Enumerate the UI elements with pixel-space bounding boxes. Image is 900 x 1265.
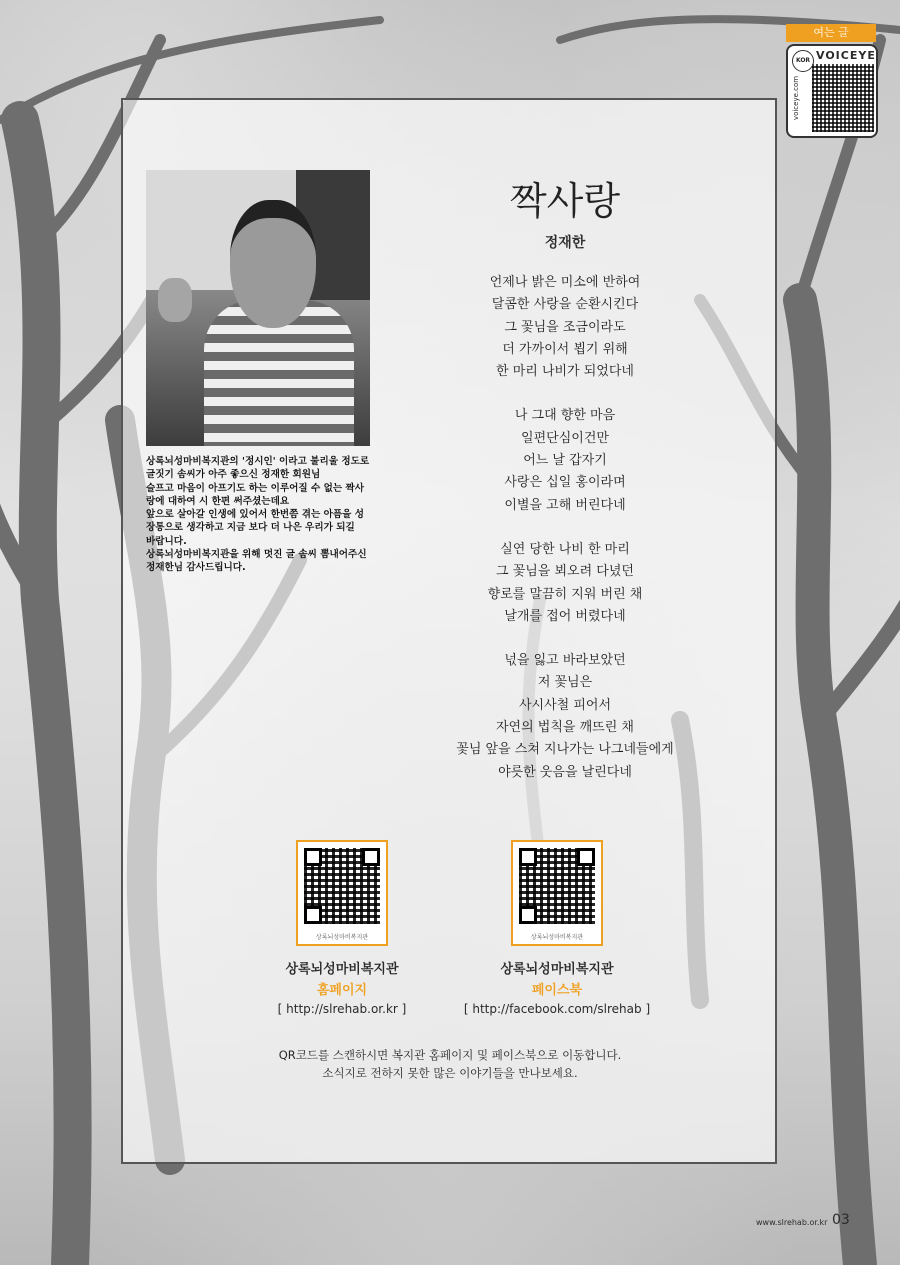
voiceye-badge[interactable] bbox=[786, 44, 878, 138]
poem-line: 향로를 말끔히 지워 버린 채 bbox=[487, 586, 643, 602]
homepage-qr-frame[interactable] bbox=[296, 840, 388, 946]
section-tab: 여는 글 bbox=[786, 24, 876, 42]
qr-finder-icon bbox=[519, 848, 537, 866]
facebook-qr-frame[interactable] bbox=[511, 840, 603, 946]
poem-line: 달콤한 사랑을 순환시킨다 bbox=[491, 297, 639, 313]
poem-line: 언제나 밝은 미소에 반하여 bbox=[489, 275, 641, 290]
voiceye-url: voiceye.com bbox=[792, 75, 801, 121]
qr-finder-icon bbox=[304, 906, 322, 924]
homepage-org-name: 상록뇌성마비복지관 bbox=[285, 962, 399, 977]
voiceye-code-icon bbox=[812, 64, 874, 132]
poem-line: 자연의 법칙을 깨뜨린 채 bbox=[496, 720, 634, 736]
photo-caption bbox=[146, 455, 374, 575]
poem-stanza bbox=[400, 650, 730, 784]
voiceye-title: VOICEYE bbox=[816, 49, 876, 62]
qr-frame-caption: 상록뇌성마비복지관 bbox=[530, 934, 584, 941]
poem-author: 정재한 bbox=[544, 235, 586, 251]
footer-url[interactable]: www.slrehab.or.kr bbox=[756, 1218, 828, 1227]
poem-line: 일편단심이건만 bbox=[521, 430, 609, 446]
caption-line: 바랍니다. bbox=[146, 535, 187, 547]
homepage-link[interactable]: [ http://slrehab.or.kr ] bbox=[277, 1002, 407, 1016]
author-photo bbox=[146, 170, 370, 446]
voiceye-logo-icon: KOR bbox=[792, 50, 814, 72]
photo-hand bbox=[158, 278, 192, 322]
poem-line: 야릇한 웃음을 날린다네 bbox=[498, 764, 632, 780]
qr-finder-icon bbox=[577, 848, 595, 866]
poem-line: 저 꽃님은 bbox=[537, 675, 593, 691]
poem-title: 짝사랑 bbox=[509, 179, 621, 223]
photo-head bbox=[230, 200, 316, 328]
poem-line: 넋을 잃고 바라보았던 bbox=[504, 653, 626, 669]
qr-finder-icon bbox=[304, 848, 322, 866]
caption-line: 상록뇌성마비복지관을 위해 멋진 글 솜씨 뽐내어주신 bbox=[146, 549, 367, 561]
page-number: 03 bbox=[832, 1212, 850, 1228]
poem-line: 사시사철 피어서 bbox=[518, 697, 612, 713]
qr-note bbox=[200, 1046, 700, 1082]
poem-line: 사랑은 십일 홍이라며 bbox=[504, 475, 626, 491]
caption-line: 정재한님 감사드립니다. bbox=[146, 562, 246, 574]
poem-body bbox=[400, 272, 730, 806]
qr-note-line: 소식지로 전하지 못한 많은 이야기들을 만나보세요. bbox=[322, 1066, 578, 1080]
caption-line: 글짓기 솜씨가 아주 좋으신 정재한 회원님 bbox=[146, 469, 321, 481]
poem-line: 이별을 고해 버린다네 bbox=[504, 497, 626, 513]
poem-line: 그 꽃님을 조금이라도 bbox=[504, 319, 626, 335]
caption-line: 장통으로 생각하고 지금 보다 더 나은 우리가 되길 bbox=[146, 522, 355, 534]
homepage-label: 홈페이지 bbox=[316, 983, 368, 998]
qr-frame-caption: 상록뇌성마비복지관 bbox=[315, 934, 369, 941]
facebook-org-name: 상록뇌성마비복지관 bbox=[500, 962, 614, 977]
homepage-qr-code-icon bbox=[304, 848, 380, 924]
caption-line: 슬프고 마음이 아프기도 하는 이루어질 수 없는 짝사 bbox=[146, 482, 364, 494]
facebook-qr-code-icon bbox=[519, 848, 595, 924]
poem-line: 실연 당한 나비 한 마리 bbox=[500, 541, 630, 557]
poem-line: 나 그대 향한 마음 bbox=[514, 408, 616, 424]
facebook-qr-block bbox=[457, 840, 657, 1016]
qr-finder-icon bbox=[362, 848, 380, 866]
poem-line: 어느 날 갑자기 bbox=[523, 453, 607, 469]
poem-line: 꽃님 앞을 스쳐 지나가는 나그네들에게 bbox=[456, 742, 674, 758]
facebook-label: 페이스북 bbox=[531, 983, 583, 998]
poem-line: 한 마리 나비가 되었다네 bbox=[496, 364, 634, 380]
poem-line: 더 가까이서 뵙기 위해 bbox=[502, 341, 628, 357]
facebook-link[interactable]: [ http://facebook.com/slrehab ] bbox=[463, 1002, 651, 1016]
poem-stanza bbox=[400, 405, 730, 516]
poem-line: 날개를 접어 버렸다네 bbox=[504, 608, 626, 624]
qr-finder-icon bbox=[519, 906, 537, 924]
caption-line: 앞으로 살아갈 인생에 있어서 한번쯤 겪는 아픔을 성 bbox=[146, 509, 364, 521]
poem-line: 그 꽃님을 뵈오려 다녔던 bbox=[496, 564, 634, 580]
caption-line: 랑에 대하여 시 한편 써주셨는데요 bbox=[146, 495, 290, 507]
poem-stanza bbox=[400, 272, 730, 383]
homepage-qr-block bbox=[242, 840, 442, 1016]
caption-line: 상록뇌성마비복지관의 '정시인' 이라고 불리울 정도로 bbox=[146, 456, 370, 467]
poem-stanza bbox=[400, 539, 730, 628]
qr-note-line: QR코드를 스캔하시면 복지관 홈페이지 및 페이스북으로 이동합니다. bbox=[278, 1048, 622, 1062]
